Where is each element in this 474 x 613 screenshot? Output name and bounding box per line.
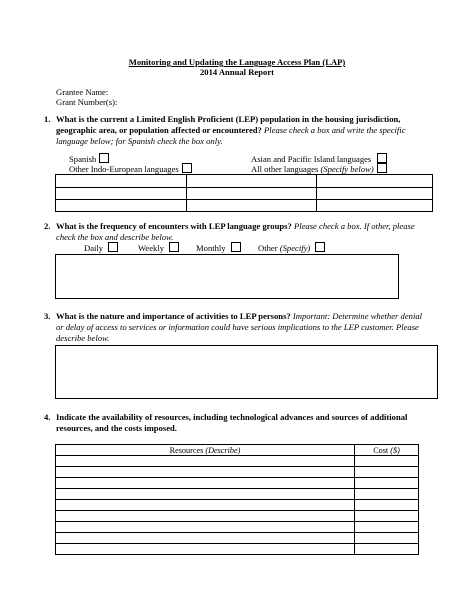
q4-question: Indicate the availability of resources, including technological advances and sources of additional resources, and the costs imposed.	[56, 412, 408, 433]
other-indo-european-checkbox[interactable]	[182, 163, 192, 173]
all-other-note: (Specify below)	[320, 164, 374, 174]
q2-describe-box[interactable]	[55, 254, 399, 299]
q2-option-other	[258, 242, 325, 254]
resource-cell[interactable]	[56, 456, 355, 467]
q2-option-daily	[84, 242, 118, 254]
q1-number: 1.	[44, 114, 51, 124]
q3-text	[56, 311, 428, 344]
spanish-checkbox[interactable]	[99, 153, 109, 163]
other-note: (Specify)	[279, 243, 311, 253]
resource-cell[interactable]	[56, 522, 355, 533]
cost-cell[interactable]	[355, 456, 419, 467]
cost-cell[interactable]	[355, 478, 419, 489]
resource-cell[interactable]	[56, 533, 355, 544]
spanish-label: Spanish	[69, 154, 97, 164]
table-row	[56, 511, 419, 522]
cost-cell[interactable]	[355, 489, 419, 500]
other-checkbox[interactable]	[315, 242, 325, 252]
table-row	[56, 544, 419, 555]
asian-pacific-label: Asian and Pacific Island languages	[251, 154, 372, 164]
resources-column-header: Resources (Describe)	[56, 445, 355, 456]
table-row	[56, 456, 419, 467]
table-row	[56, 522, 419, 533]
q3-instructions: Important: Determine whether denial or delay of access to services or information could have serious implications to the LEP customer. Please describe below.	[56, 311, 423, 343]
q3-number: 3.	[44, 311, 51, 321]
resource-cell[interactable]	[56, 500, 355, 511]
table-row	[56, 489, 419, 500]
table-row	[56, 500, 419, 511]
weekly-label: Weekly	[138, 243, 165, 253]
daily-checkbox[interactable]	[108, 242, 118, 252]
table-row	[56, 467, 419, 478]
page-title: Monitoring and Updating the Language Access Plan (LAP)	[128, 57, 346, 67]
resource-cell[interactable]	[56, 489, 355, 500]
cost-cell[interactable]	[355, 522, 419, 533]
resource-cell[interactable]	[56, 467, 355, 478]
q2-instructions: Please check a box. If other, please check the box and describe below.	[56, 221, 415, 242]
language-entry-cell[interactable]	[317, 175, 432, 211]
q4-number: 4.	[44, 412, 51, 422]
all-other-label: All other languages	[251, 164, 319, 174]
q3-question: What is the nature and importance of activities to LEP persons?	[56, 311, 291, 321]
table-row	[56, 533, 419, 544]
cost-cell[interactable]	[355, 544, 419, 555]
language-entry-cell[interactable]	[56, 175, 186, 211]
cost-column-header: Cost ($)	[355, 445, 419, 456]
q4-text	[56, 412, 426, 434]
grant-numbers-label: Grant Number(s):	[56, 97, 118, 107]
daily-label: Daily	[84, 243, 104, 253]
q2-question: What is the frequency of encounters with LEP language groups?	[56, 221, 292, 231]
q1-language-grid	[55, 174, 433, 212]
q2-option-monthly	[196, 242, 241, 254]
page-subtitle: 2014 Annual Report	[199, 67, 274, 77]
cost-cell[interactable]	[355, 500, 419, 511]
q2-number: 2.	[44, 221, 51, 231]
q2-text	[56, 221, 426, 243]
cost-cell[interactable]	[355, 511, 419, 522]
other-label: Other	[258, 243, 278, 253]
q1-text	[56, 114, 431, 147]
cost-cell[interactable]	[355, 467, 419, 478]
resources-table	[55, 444, 418, 555]
weekly-checkbox[interactable]	[169, 242, 179, 252]
monthly-checkbox[interactable]	[231, 242, 241, 252]
monthly-label: Monthly	[196, 243, 226, 253]
grantee-name-label: Grantee Name:	[56, 87, 109, 97]
resource-cell[interactable]	[56, 511, 355, 522]
q2-option-weekly	[138, 242, 179, 254]
resource-cell[interactable]	[56, 544, 355, 555]
language-entry-cell[interactable]	[187, 175, 316, 211]
table-row	[56, 478, 419, 489]
all-other-checkbox[interactable]	[377, 163, 387, 173]
q1-instructions: Please check a box and write the specific language below; for Spanish check the box only.	[56, 125, 406, 146]
other-indo-european-label: Other Indo-European languages	[69, 164, 179, 174]
cost-cell[interactable]	[355, 533, 419, 544]
asian-pacific-checkbox[interactable]	[377, 153, 387, 163]
q3-describe-box[interactable]	[55, 345, 438, 399]
q1-question: What is the current a Limited English Proficient (LEP) population in the housing jurisdiction, geographic area, or population affected or encountered?	[56, 114, 401, 135]
resource-cell[interactable]	[56, 478, 355, 489]
